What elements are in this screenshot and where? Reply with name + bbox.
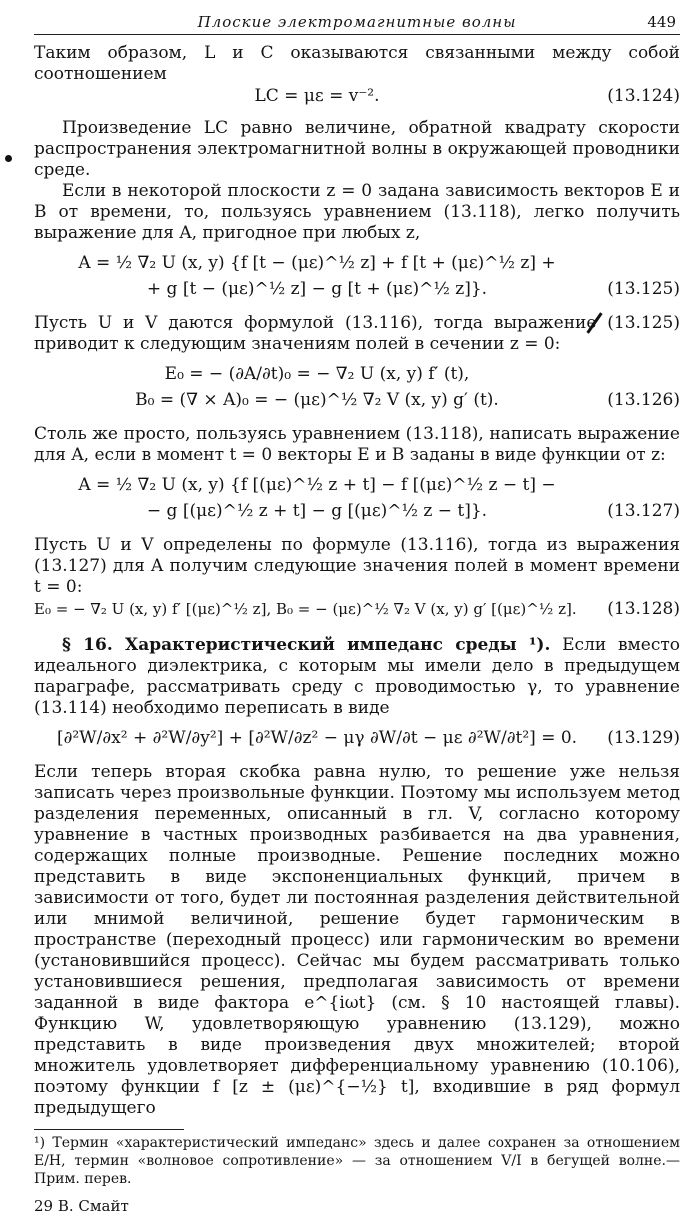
equation-number: (13.128) [607, 599, 680, 619]
section-title: § 16. Характеристический импеданс среды ¹). [62, 635, 551, 655]
equation-number: (13.127) [607, 501, 680, 521]
equation-13-127-line-1 [34, 475, 680, 500]
equation-body: + g [t − (με)^½ z] − g [t + (με)^½ z]}. [146, 279, 488, 299]
equation-13-125-line-1 [34, 253, 680, 278]
paragraph-6: Пусть U и V определены по формуле (13.116), тогда из выражения (13.127) для A получим следующие значения полей в момент времени t = 0: [34, 535, 680, 597]
page-number: 449 [647, 13, 676, 31]
equation-body: B₀ = (∇ × A)₀ = − (με)^½ ∇₂ V (x, y) g′ (t). [135, 390, 499, 410]
equation-body: [∂²W/∂x² + ∂²W/∂y²] + [∂²W/∂z² − μγ ∂W/∂t − με ∂²W/∂t²] = 0. [56, 728, 578, 748]
paragraph-4: Пусть U и V даются формулой (13.116), тогда выражение (13.125) приводит к следующим значениям полей в сечении z = 0: [34, 313, 680, 354]
footnote-rule [34, 1129, 184, 1130]
paragraph-5: Столь же просто, пользуясь уравнением (13.118), написать выражение для A, если в момент t = 0 векторы E и B заданы в виде функции от z: [34, 424, 680, 465]
paragraph-2: Произведение LC равно величине, обратной квадрату скорости распространения электромагнитной волны в окружающей проводники среде. [34, 118, 680, 180]
equation-13-126-line-1 [34, 364, 680, 389]
equation-13-124 [34, 86, 680, 109]
paragraph-3: Если в некоторой плоскости z = 0 задана зависимость векторов E и B от времени, то, пользуясь уравнением (13.118), легко получить выражение для A, пригодное при любых z, [34, 181, 680, 243]
equation-body: E₀ = − ∇₂ U (x, y) f′ [(με)^½ z], B₀ = − (με)^½ ∇₂ V (x, y) g′ [(με)^½ z]. [34, 600, 577, 618]
equation-body: − g [(με)^½ z + t] − g [(με)^½ z − t]}. [146, 501, 488, 521]
equation-13-127-line-2 [34, 501, 680, 526]
equation-number: (13.126) [607, 390, 680, 410]
paragraph-7-text: Если вместо идеального диэлектрика, с которым мы имели дело в предыдущем параграфе, рассматривать среду с проводимостью γ, то уравнение (13.114) необходимо переписать в виде [34, 635, 680, 718]
equation-body: LC = με = v⁻². [254, 86, 380, 106]
signature-mark: 29 В. Смайт [34, 1197, 129, 1215]
equation-13-129 [34, 728, 680, 753]
equation-13-126-line-2 [34, 390, 680, 415]
margin-dot [5, 155, 12, 162]
paragraph-1: Таким образом, L и C оказываются связанными между собой соотношением [34, 43, 680, 84]
equation-13-128 [34, 599, 680, 622]
page [34, 10, 680, 1217]
paragraph-8: Если теперь вторая скобка равна нулю, то решение уже нельзя записать через произвольные функции. Поэтому мы используем метод разделения переменных, описанный в гл. V, согласно которому уравнение в частных производных разбивается на два уравнения, содержащих полные производные. Решение последних можно представить в виде экспоненциальных функций, причем в зависимости от того, будет ли постоянная разделения действительной или мнимой величиной, решение будет гармоническим в пространстве (переходный процесс) или гармоническим во времени (установившийся процесс). Сейчас мы будем рассматривать только установившиеся решения, предполагая зависимость от времени заданной в виде фактора e^{iωt} (см. § 10 настоящей главы). Функцию W, удовлетворяющую уравнению (13.129), можно представить в виде произведения двух множителей; второй множитель удовлетворяет дифференциальному уравнению (10.106), поэтому функции f [z ± (με)^{−½} t], входившие в ряд формул предыдущего [34, 762, 680, 1118]
running-title: Плоские электромагнитные волны [197, 13, 517, 31]
paragraph-7 [34, 635, 680, 719]
equation-body: A = ½ ∇₂ U (x, y) {f [(με)^½ z + t] − f [(με)^½ z − t] − [78, 475, 556, 495]
running-header [34, 10, 680, 35]
footnote: ¹) Термин «характеристический импеданс» здесь и далее сохранен за отношением E/H, термин «волновое сопротивление» — за отношением V/I в бегущей волне.— Прим. перев. [34, 1135, 680, 1187]
equation-number: (13.129) [607, 728, 680, 748]
equation-number: (13.124) [607, 86, 680, 106]
equation-13-125-line-2 [34, 279, 680, 304]
equation-number: (13.125) [607, 279, 680, 299]
equation-body: E₀ = − (∂A/∂t)₀ = − ∇₂ U (x, y) f′ (t), [164, 364, 470, 384]
equation-body: A = ½ ∇₂ U (x, y) {f [t − (με)^½ z] + f [t + (με)^½ z] + [78, 253, 556, 273]
